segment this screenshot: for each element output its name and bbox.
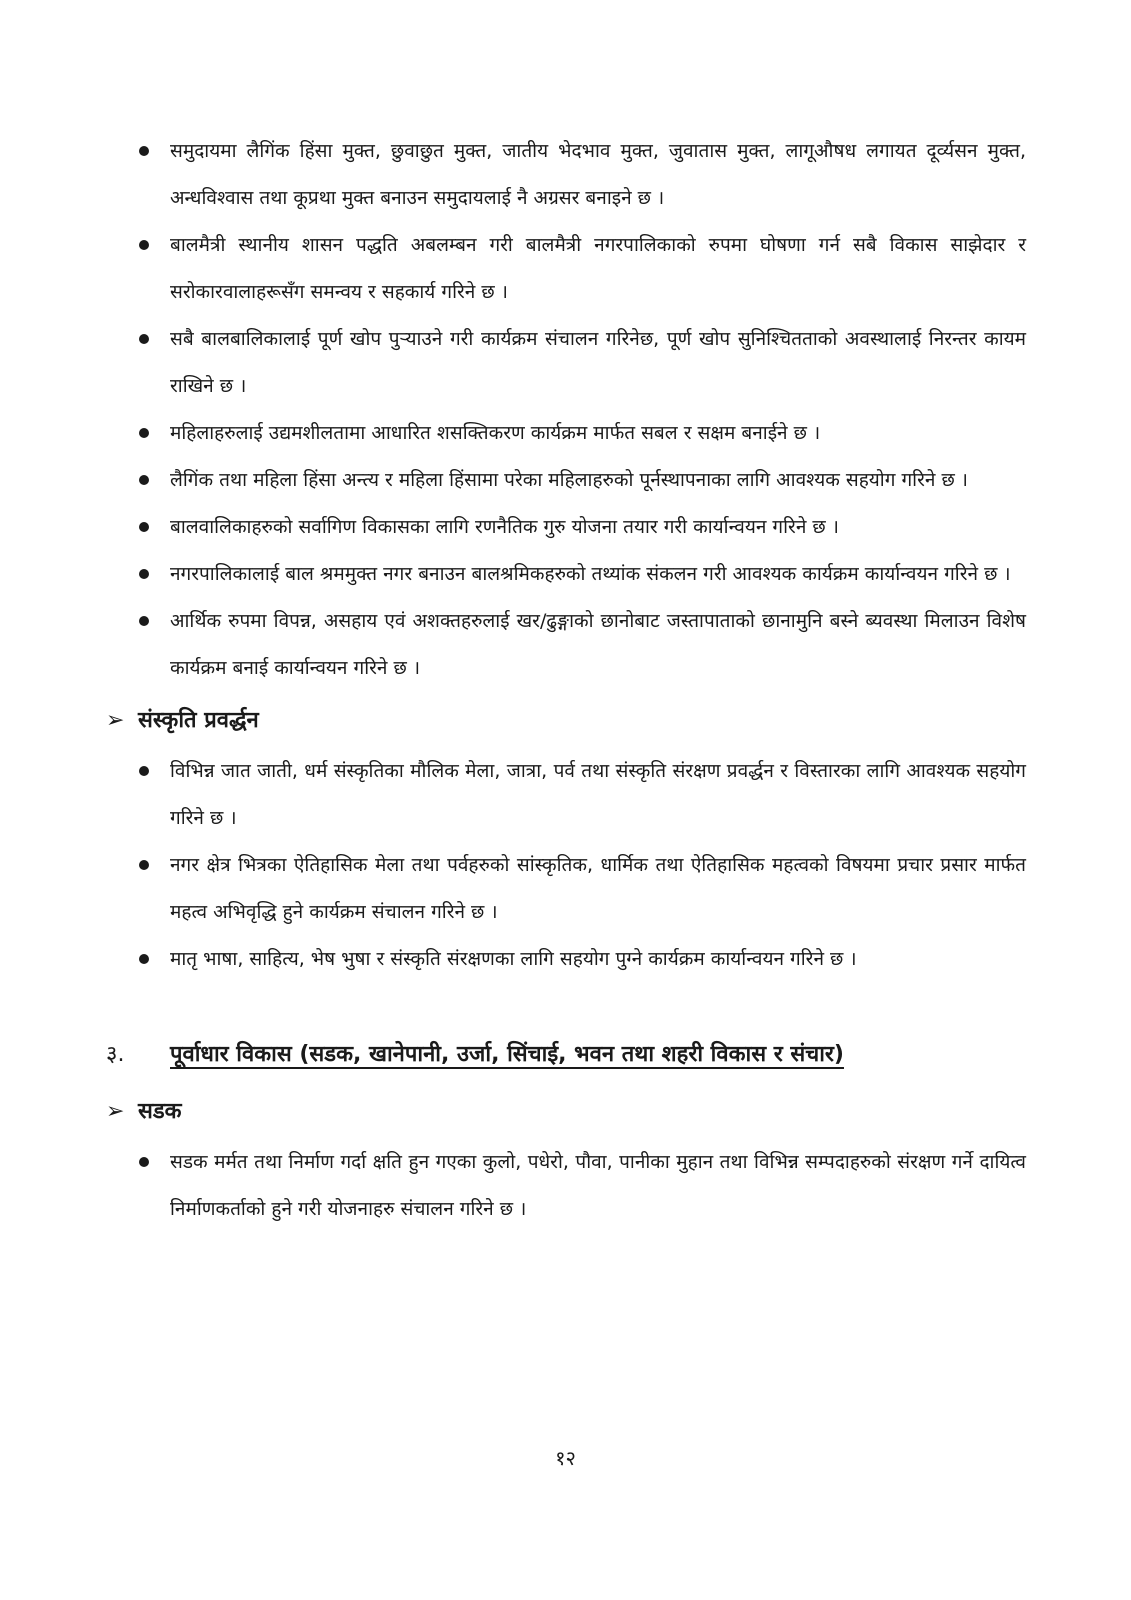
page-content xyxy=(106,128,1026,1233)
section-title: पूर्वाधार विकास (सडक, खानेपानी, उर्जा, सिंचाई, भवन तथा शहरी विकास र संचार) xyxy=(170,1042,844,1067)
bullet-icon xyxy=(139,146,149,156)
bullet-icon xyxy=(139,954,149,964)
list-item: विभिन्न जात जाती, धर्म संस्कृतिका मौलिक मेला, जात्रा, पर्व तथा संस्कृति संरक्षण प्रवर्द्धन र विस्तारका लागि आवश्यक सहयोग गरिने छ । xyxy=(106,748,1026,842)
bullet-icon xyxy=(139,428,149,438)
bullet-icon xyxy=(139,616,149,626)
page-number: १२ xyxy=(555,1446,576,1470)
bullet-icon xyxy=(139,334,149,344)
list-item: आर्थिक रुपमा विपन्न, असहाय एवं अशक्तहरुलाई खर/ढुङ्गाको छानोबाट जस्तापाताको छानामुनि बस्ने ब्यवस्था मिलाउन विशेष कार्यक्रम बनाई कार्यान्वयन गरिने छ । xyxy=(106,598,1026,692)
infrastructure-section-heading xyxy=(106,1027,1026,1083)
list-item: नगरपालिकालाई बाल श्रममुक्त नगर बनाउन बालश्रमिकहरुको तथ्यांक संकलन गरी आवश्यक कार्यक्रम कार्यान्वयन गरिने छ । xyxy=(106,551,1026,598)
bullet-icon xyxy=(139,240,149,250)
list-item: समुदायमा लैगिंक हिंसा मुक्त, छुवाछुत मुक्त, जातीय भेदभाव मुक्त, जुवातास मुक्त, लागूऔषध लगायत दूर्व्यसन मुक्त, अन्धविश्वास तथा कूप्रथा मुक्त बनाउन समुदायलाई नै अग्रसर बनाइने छ । xyxy=(106,128,1026,222)
culture-policy-list xyxy=(106,748,1026,983)
list-item: नगर क्षेत्र भित्रका ऐतिहासिक मेला तथा पर्वहरुको सांस्कृतिक, धार्मिक तथा ऐतिहासिक महत्वको विषयमा प्रचार प्रसार मार्फत महत्व अभिवृद्धि हुने कार्यक्रम संचालन गरिने छ । xyxy=(106,842,1026,936)
culture-heading: ➢ संस्कृति प्रवर्द्धन xyxy=(106,696,1026,746)
list-item: बालमैत्री स्थानीय शासन पद्धति अबलम्बन गरी बालमैत्री नगरपालिकाको रुपमा घोषणा गर्न सबै विकास साझेदार र सरोकारवालाहरूसँग समन्वय र सहकार्य गरिने छ । xyxy=(106,222,1026,316)
road-heading: ➢ सडक xyxy=(106,1087,1026,1137)
bullet-icon xyxy=(139,1157,149,1167)
social-policy-list xyxy=(106,128,1026,692)
list-item: सबै बालबालिकालाई पूर्ण खोप पुर्‍याउने गरी कार्यक्रम संचालन गरिनेछ, पूर्ण खोप सुनिश्चितताको अवस्थालाई निरन्तर कायम राखिने छ । xyxy=(106,316,1026,410)
list-item: मातृ भाषा, साहित्य, भेष भुषा र संस्कृति संरक्षणका लागि सहयोग पुग्ने कार्यक्रम कार्यान्वयन गरिने छ । xyxy=(106,936,1026,983)
bullet-icon xyxy=(139,766,149,776)
list-item: लैगिंक तथा महिला हिंसा अन्त्य र महिला हिंसामा परेका महिलाहरुको पूर्नस्थापनाका लागि आवश्यक सहयोग गरिने छ । xyxy=(106,457,1026,504)
road-policy-list xyxy=(106,1139,1026,1233)
bullet-icon xyxy=(139,860,149,870)
arrow-bullet-icon: ➢ xyxy=(106,708,125,733)
list-item: महिलाहरुलाई उद्यमशीलतामा आधारित शसक्तिकरण कार्यक्रम मार्फत सबल र सक्षम बनाईने छ । xyxy=(106,410,1026,457)
list-item: बालवालिकाहरुको सर्वागिण विकासका लागि रणनैतिक गुरु योजना तयार गरी कार्यान्वयन गरिने छ । xyxy=(106,504,1026,551)
section-number: ३. xyxy=(106,1042,125,1067)
bullet-icon xyxy=(139,522,149,532)
arrow-bullet-icon: ➢ xyxy=(106,1099,125,1124)
bullet-icon xyxy=(139,569,149,579)
bullet-icon xyxy=(139,475,149,485)
list-item: सडक मर्मत तथा निर्माण गर्दा क्षति हुन गएका कुलो, पधेरो, पौवा, पानीका मुहान तथा विभिन्न सम्पदाहरुको संरक्षण गर्ने दायित्व निर्माणकर्ताको हुने गरी योजनाहरु संचालन गरिने छ । xyxy=(106,1139,1026,1233)
